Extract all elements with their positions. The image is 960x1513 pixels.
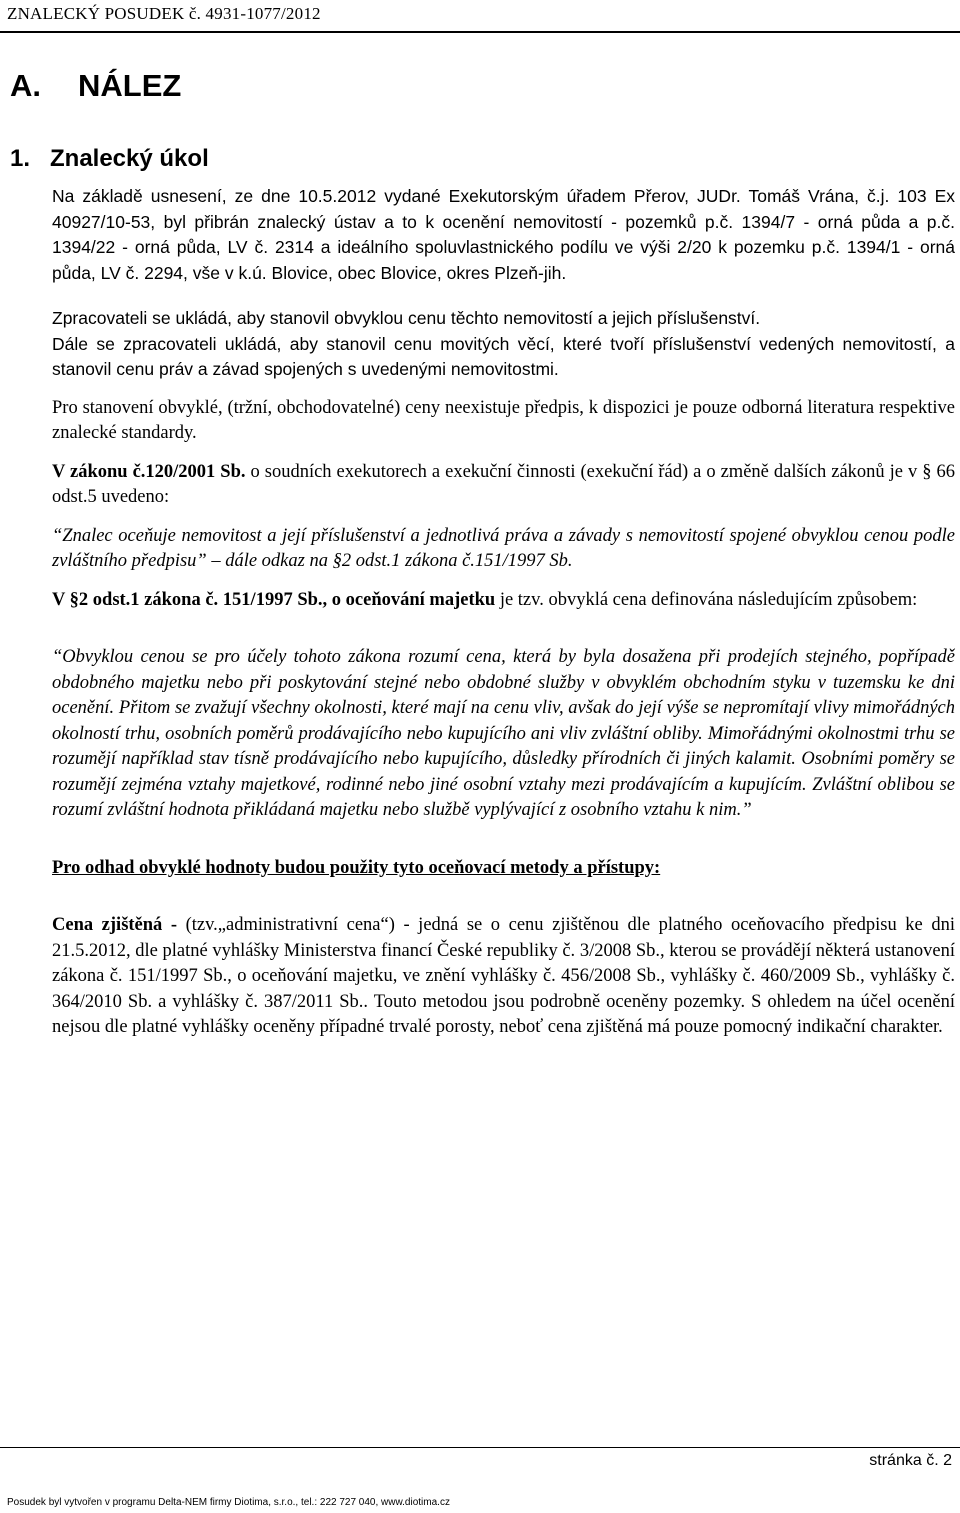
paragraph-law-reference (52, 460, 955, 511)
definition-bold: V §2 odst.1 zákona č. 151/1997 Sb., o oceňování majetku (52, 589, 496, 610)
report-title: ZNALECKÝ POSUDEK č. 4931-1077/2012 (7, 4, 321, 23)
definition-text: je tzv. obvyklá cena definována následujícím způsobem: (495, 589, 918, 610)
document-body (52, 184, 955, 1041)
page-number-value: 2 (943, 1452, 952, 1469)
section-title: NÁLEZ (78, 68, 182, 103)
law-reference-bold: V zákonu č.120/2001 Sb. (52, 461, 246, 482)
section-heading (10, 68, 181, 104)
paragraph-assignment: Na základě usnesení, ze dne 10.5.2012 vydané Exekutorským úřadem Přerov, JUDr. Tomáš Vrána, č.j. 103 Ex 40927/10-53, byl přibrán znalecký ústav a to k ocenění nemovitostí - pozemků p.č. 1394/7 - orná půda a p.č. 1394/22 - orná půda, LV č. 2314 a ideálního spoluvlastnického podílu ve výši 2/20 k pozemku p.č. 1394/1 - orná půda, LV č. 2294, vše v k.ú. Blovice, obec Blovice, okres Plzeň-jih. (52, 186, 955, 283)
subsection-number: 1. (10, 145, 31, 172)
paragraph-definition (52, 588, 955, 614)
paragraph-task-extra: Dále se zpracovateli ukládá, aby stanovil cenu movitých věcí, které tvoří příslušenství vedených nemovitostí, a stanovil cenu práv a závad spojených s uvedenými nemovitostmi. (52, 333, 955, 379)
subsection-title: Znalecký úkol (50, 145, 209, 172)
methods-heading: Pro odhad obvyklé hodnoty budou použity tyto oceňovací metody a přístupy: (52, 857, 661, 878)
law-reference-text: o soudních exekutorech a exekuční činnosti (exekuční řád) a o změně dalších zákonů je v § 66 odst.5 uvedeno: (52, 461, 955, 507)
footer-divider (0, 1447, 960, 1448)
paragraph-determined-price (52, 913, 955, 1041)
section-number: A. (10, 68, 41, 103)
subsection-heading (10, 145, 209, 173)
page-header (0, 0, 960, 28)
determined-price-bold: Cena zjištěná - (52, 915, 178, 935)
page-label: stránka č. (869, 1452, 939, 1469)
footer-note: Posudek byl vytvořen v programu Delta-NEM firmy Diotima, s.r.o., tel.: 222 727 040, www.diotima.cz (7, 1497, 450, 1508)
paragraph-task: Zpracovateli se ukládá, aby stanovil obvyklou cenu těchto nemovitostí a jejich příslušenství. (52, 308, 761, 328)
header-divider (0, 31, 960, 33)
page-number (869, 1452, 952, 1470)
quote-paragraph-1 (52, 524, 955, 575)
determined-price-text: (tzv.„administrativní cena“) - jedná se o cenu zjištěnou dle platného oceňovacího předpisu ke dni 21.5.2012, dle platné vyhlášky Ministerstva financí České republiky č. 3/2008 Sb., kterou se provádějí některá ustanovení zákona č. 151/1997 Sb., o oceňování majetku, ve znění vyhlášky č. 456/2008 Sb., vyhlášky č. 460/2009 Sb., vyhlášky č. 364/2010 Sb. a vyhlášky č. 387/2011 Sb.. Touto metodou jsou podrobně oceněny pozemky. S ohledem na účel ocenění nejsou dle platné vyhlášky oceněny případné trvalé porosty, neboť cena zjištěná má pouze pomocný indikační charakter. (52, 915, 955, 1037)
quote-paragraph-2: “Obvyklou cenou se pro účely tohoto zákona rozumí cena, která by byla dosažena při prodejích stejného, popřípadě obdobného majetku nebo při poskytování stejné nebo obdobné služby v obvyklém obchodním styku v tuzemsku ke dni ocenění. Přitom se zvažují všechny okolnosti, které mají na cenu vliv, avšak do její výše se nepromítají vlivy mimořádných okolností trhu, osobních poměrů prodávajícího nebo kupujícího ani vliv zvláštní obliby. Mimořádnými okolnostmi trhu se rozumějí například stav tísně prodávajícího nebo kupujícího, důsledky přírodních či jiných kalamit. Osobními poměry se rozumějí zejména vztahy majetkové, rodinné nebo jiné osobní vztahy mezi prodávajícím a kupujícím. Zvláštní oblibou se rozumí zvláštní hodnota přikládaná majetku nebo službě vyplývající z osobního vztahu k nim.” (52, 647, 955, 820)
paragraph-standards: Pro stanovení obvyklé, (tržní, obchodovatelné) ceny neexistuje předpis, k dispozici je pouze odborná literatura respektive znalecké standardy. (52, 397, 955, 443)
quote-text-1: “Znalec oceňuje nemovitost a její příslušenství a jednotlivá práva a závady s nemovitostí spojené obvyklou cenou podle zvláštního předpisu” – dále odkaz na §2 odst.1 zákona č.151/1997 Sb. (52, 525, 955, 571)
